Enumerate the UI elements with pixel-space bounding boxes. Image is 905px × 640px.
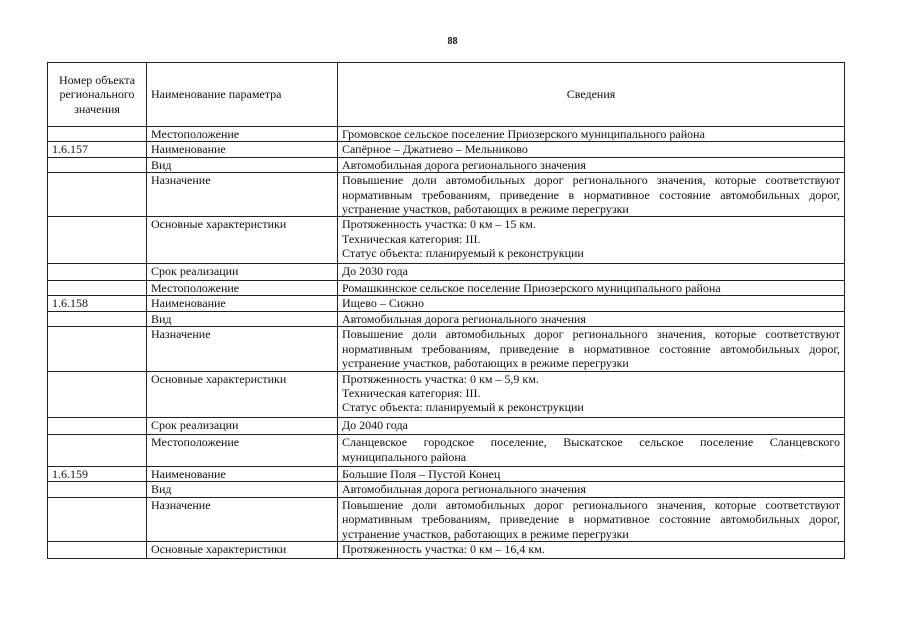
details-line: Ищево – Сижно [342,296,424,311]
row-object-number [48,541,147,558]
table-row [48,497,845,541]
table-row [48,281,845,296]
details-line: До 2040 года [342,417,408,432]
table-row [48,263,845,280]
row-details [338,541,845,558]
row-parameter-name: Назначение [147,173,338,217]
header-object-number: Номер объекта регионального значения [48,63,147,127]
details-line: Громовское сельское поселение Приозерского муниципального района [342,127,705,141]
details-line: Автомобильная дорога регионального значения [342,311,586,326]
row-parameter-name: Вид [147,482,338,497]
row-object-number: 1.6.158 [48,296,147,311]
row-parameter-name: Основные характеристики [147,371,338,417]
row-object-number [48,281,147,296]
table-body [48,127,845,559]
table-row [48,417,845,434]
page-number: 88 [447,36,458,47]
table-row [48,217,845,263]
details-line: Повышение доли автомобильных дорог регионального значения, которые соответствуют нормативным требованиям, приведение в нормативное состояние автомобильных дорог, устранение участков, работающих в режиме перегрузки [342,173,840,217]
details-line: Автомобильная дорога регионального значения [342,157,586,172]
details-line: Статус объекта: планируемый к реконструкции [342,246,584,261]
row-object-number [48,173,147,217]
row-details [338,466,845,481]
details-line: Повышение доли автомобильных дорог регионального значения, которые соответствуют нормативным требованиям, приведение в нормативное состояние автомобильных дорог, устранение участков, работающих в режиме перегрузки [342,497,840,541]
row-parameter-name: Назначение [147,497,338,541]
row-parameter-name: Назначение [147,327,338,371]
row-details [338,435,845,467]
row-details [338,217,845,263]
details-line: Ромашкинское сельское поселение Приозерского муниципального района [342,281,721,296]
table-row [48,541,845,558]
details-line: До 2030 года [342,263,408,278]
row-parameter-name: Срок реализации [147,417,338,434]
table-row [48,371,845,417]
details-line: Большие Поля – Пустой Конец [342,466,501,481]
details-line: Протяженность участка: 0 км – 15 км. [342,217,536,232]
row-object-number: 1.6.159 [48,466,147,481]
row-details [338,311,845,326]
row-details [338,263,845,280]
row-parameter-name: Вид [147,311,338,326]
row-object-number [48,327,147,371]
details-line: Протяженность участка: 0 км – 16,4 км. [342,541,545,556]
row-object-number [48,497,147,541]
row-parameter-name: Наименование [147,296,338,311]
row-parameter-name: Наименование [147,466,338,481]
row-details [338,371,845,417]
row-details [338,142,845,157]
row-object-number [48,435,147,467]
details-line: Сланцевское городское поселение, Выскатское сельское поселение Сланцевского муниципального района [342,435,840,464]
row-parameter-name: Местоположение [147,435,338,467]
row-details [338,296,845,311]
row-object-number [48,417,147,434]
row-object-number [48,157,147,172]
row-parameter-name: Основные характеристики [147,217,338,263]
header-parameter-name: Наименование параметра [147,63,338,127]
row-object-number [48,482,147,497]
table-header-row [48,63,845,127]
row-parameter-name: Местоположение [147,127,338,142]
table-row [48,482,845,497]
details-line: Техническая категория: III. [342,231,481,246]
row-parameter-name: Срок реализации [147,263,338,280]
row-details [338,173,845,217]
details-line: Сапёрное – Джатиево – Мельниково [342,142,528,157]
row-details [338,482,845,497]
row-object-number [48,127,147,142]
regional-objects-table [47,62,845,559]
details-line: Автомобильная дорога регионального значения [342,482,586,497]
table-row [48,435,845,467]
table-row [48,311,845,326]
row-parameter-name: Местоположение [147,281,338,296]
header-details: Сведения [338,63,845,127]
row-object-number [48,311,147,326]
row-details [338,327,845,371]
row-details [338,417,845,434]
row-details [338,497,845,541]
row-object-number [48,371,147,417]
table-row [48,173,845,217]
row-parameter-name: Вид [147,157,338,172]
row-object-number: 1.6.157 [48,142,147,157]
table-row [48,142,845,157]
table-row [48,327,845,371]
row-parameter-name: Основные характеристики [147,541,338,558]
details-line: Статус объекта: планируемый к реконструкции [342,400,584,415]
details-line: Повышение доли автомобильных дорог регионального значения, которые соответствуют нормативным требованиям, приведение в нормативное состояние автомобильных дорог, устранение участков, работающих в режиме перегрузки [342,327,840,371]
table-row [48,127,845,142]
row-parameter-name: Наименование [147,142,338,157]
row-details [338,281,845,296]
row-details [338,127,845,142]
row-object-number [48,217,147,263]
table-row [48,466,845,481]
row-details [338,157,845,172]
details-line: Протяженность участка: 0 км – 5,9 км. [342,371,539,386]
row-object-number [48,263,147,280]
table-row [48,296,845,311]
table-row [48,157,845,172]
details-line: Техническая категория: III. [342,385,481,400]
